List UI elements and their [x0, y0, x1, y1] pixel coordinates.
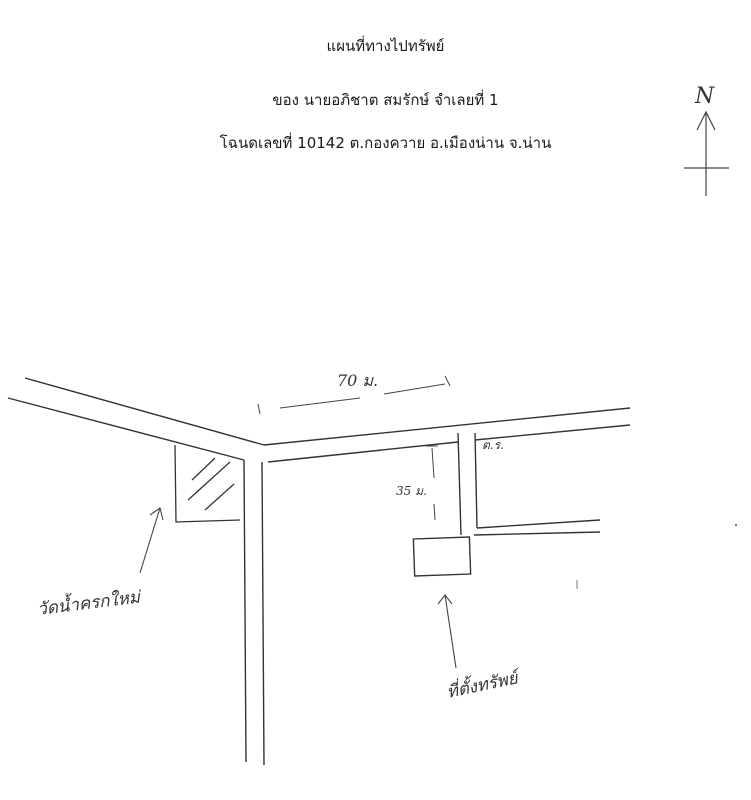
south-road [244, 460, 264, 765]
east-road [264, 408, 630, 462]
owner-line: ของ นายอภิชาต สมรักษ์ จำเลยที่ 1 [272, 91, 499, 109]
property-plot [413, 537, 470, 576]
stray-dot [735, 524, 737, 526]
north-arrow-icon [684, 112, 729, 196]
corner-mark: ต.ร. [482, 438, 504, 452]
property-label: ที่ตั้งทรัพย์ [444, 668, 520, 703]
road-length-label: 70 ม. [337, 371, 379, 390]
branch-length-label: 35 ม. [396, 484, 427, 498]
branch-length-dimension [426, 446, 438, 520]
side-lane [458, 433, 600, 535]
compass-letter: N [695, 84, 715, 109]
temple-pointer-arrow [140, 508, 163, 573]
map-title: แผนที่ทางไปทรัพย์ [326, 37, 445, 55]
main-road [8, 378, 264, 460]
deed-line: โฉนดเลขที่ 10142 ต.กองควาย อ.เมืองน่าน จ.น่าน [219, 134, 552, 152]
property-pointer-arrow [438, 595, 456, 668]
temple-label: วัดน้ำครกใหม่ [36, 587, 142, 620]
